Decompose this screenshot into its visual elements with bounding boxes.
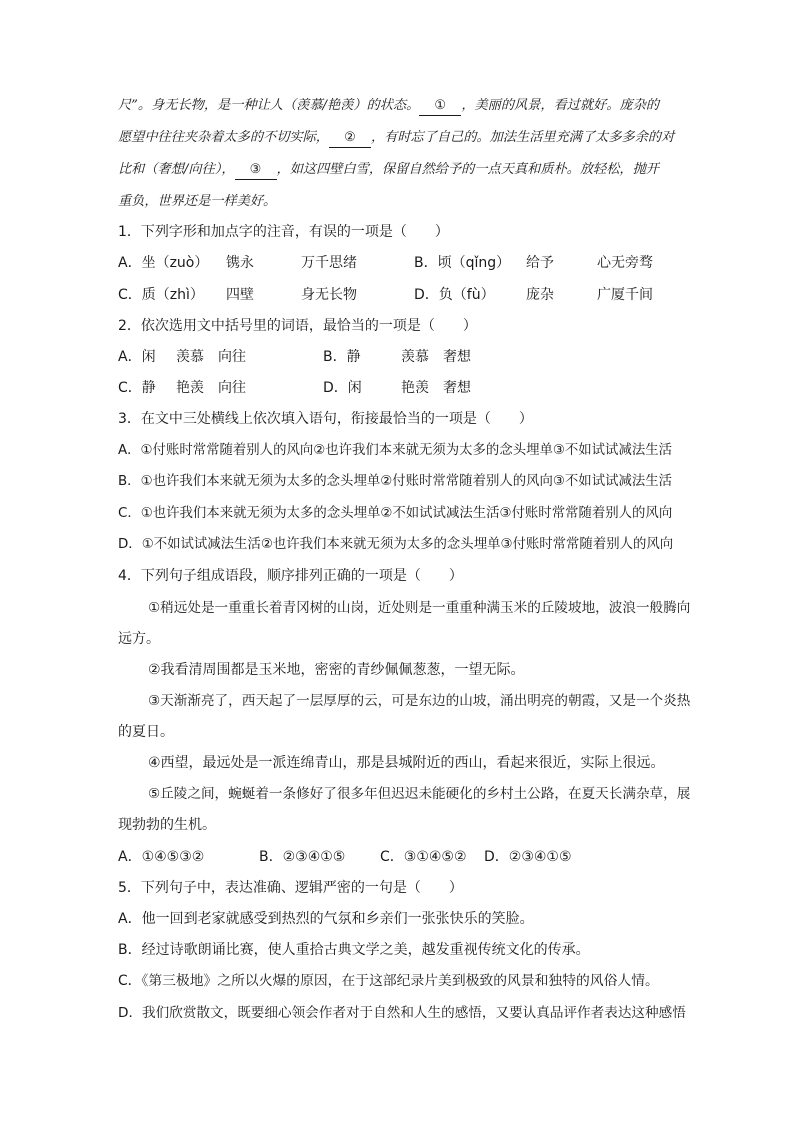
blank-3: ③ — [235, 161, 277, 180]
q1-option-a-word1: 镌永 — [226, 255, 254, 271]
q2-option-c-label: C．静 — [118, 380, 156, 396]
q2-stem: 2．依次选用文中括号里的词语，最恰当的一项是（ ） — [118, 318, 477, 334]
q2-option-b-label: B．静 — [323, 349, 361, 365]
q1-option-a-label: A．坐（zuò） — [118, 255, 209, 271]
q1-option-a-word2: 万千思绪 — [301, 255, 357, 271]
q1-option-b-word1: 给予 — [526, 255, 554, 271]
q5-option-d: D．我们欣赏散文，既要细心领会作者对于自然和人生的感悟，又要认真品评作者表达这种感悟 — [118, 1005, 686, 1021]
q3-option-a: A．①付账时常常随着别人的风向②也许我们本来就无须为太多的念头埋单③不如试试减法生活 — [118, 443, 673, 458]
intro-text: 愿望中往往夹杂着太多的不切实际， — [118, 130, 329, 145]
q2-option-c-word2: 向往 — [218, 380, 246, 396]
q5-option-a: A．他一回到老家就感受到热烈的气氛和乡亲们一张张快乐的笑脸。 — [118, 911, 534, 927]
intro-text: ，有时忘了自己的。加法生活里充满了太多多余的对 — [371, 130, 675, 145]
q4-option-c: C．③①④⑤② — [380, 849, 467, 865]
q2-option-c-word1: 艳羡 — [176, 380, 204, 396]
q4-sentence-5: ⑤丘陵之间，蜿蜒着一条修好了很多年但迟迟未能硬化的乡村土公路，在夏天长满杂草，展 — [148, 786, 691, 802]
q3-option-d: D．①不如试试减法生活②也许我们本来就无须为太多的念头埋单③付账时常常随着别人的风向 — [118, 537, 674, 552]
q5-option-c: C．《第三极地》之所以火爆的原因，在于这部纪录片美到极致的风景和独特的风俗人情。 — [118, 973, 659, 989]
q4-option-d: D．②③④①⑤ — [484, 849, 572, 865]
intro-text: ，美丽的风景，看过就好。庞杂的 — [461, 98, 660, 113]
q1-option-c-word2: 身无长物 — [301, 287, 357, 303]
q1-option-d-label: D．负（fù） — [414, 287, 495, 303]
intro-line-2 — [118, 122, 718, 154]
q2-option-b-word1: 羡慕 — [401, 349, 429, 365]
intro-text: 尺”。身无长物，是一种让人（羡慕/艳羡）的状态。 — [118, 98, 420, 113]
q2-option-d-word1: 艳羡 — [401, 380, 429, 396]
q4-sentence-1: ①稍远处是一重重长着青冈树的山岗，近处则是一重重种满玉米的丘陵坡地，波浪一般腾向 — [148, 600, 691, 616]
q4-sentence-2: ②我看清周围都是玉米地，密密的青纱佩佩葱葱，一望无际。 — [148, 662, 525, 678]
q2-option-d-word2: 奢想 — [443, 380, 471, 396]
q1-option-c-word1: 四壁 — [226, 287, 254, 303]
q1-option-d-word2: 广厦千间 — [597, 287, 653, 303]
q4-sentence-5-cont: 现勃勃的生机。 — [118, 817, 216, 833]
q4-option-b: B．②③④①⑤ — [259, 849, 346, 865]
q2-option-a-word1: 羡慕 — [176, 349, 204, 365]
q2-option-d-label: D．闲 — [323, 380, 362, 396]
q1-option-b-word2: 心无旁骛 — [597, 255, 653, 271]
q1-option-d-word1: 庞杂 — [526, 287, 554, 303]
blank-1: ① — [419, 97, 461, 116]
q4-stem: 4．下列句子组成语段，顺序排列正确的一项是（ ） — [118, 568, 463, 584]
q4-sentence-3: ③天渐渐亮了，西天起了一层厚厚的云，可是东边的山坡，涌出明亮的朝霞，又是一个炎热 — [148, 693, 691, 709]
intro-line-3 — [118, 154, 718, 186]
blank-2: ② — [329, 129, 371, 148]
q2-option-a-word2: 向往 — [218, 349, 246, 365]
q4-sentence-1-cont: 远方。 — [118, 631, 160, 647]
q1-option-c-label: C．质（zhì） — [118, 287, 204, 303]
q4-sentence-3-cont: 的夏日。 — [118, 724, 174, 740]
q3-stem: 3．在文中三处横线上依次填入语句，衔接最恰当的一项是（ ） — [118, 411, 533, 427]
q2-option-a-label: A．闲 — [118, 349, 156, 365]
intro-line-4: 重负，世界还是一样美好。 — [118, 194, 277, 209]
q4-option-a: A．①④⑤③② — [118, 849, 205, 865]
q5-option-b: B．经过诗歌朗诵比赛，使人重拾古典文学之美，越发重视传统文化的传承。 — [118, 942, 590, 958]
intro-text: 比和（奢想/向往）， — [118, 162, 235, 177]
q4-sentence-4: ④西望，最远处是一派连绵青山，那是县城附近的西山，看起来很近，实际上很远。 — [148, 755, 665, 771]
q1-stem: 1．下列字形和加点字的注音，有误的一项是（ ） — [118, 224, 449, 240]
q2-option-b-word2: 奢想 — [443, 349, 471, 365]
intro-passage — [118, 90, 718, 218]
q5-stem: 5．下列句子中，表达准确、逻辑严密的一句是（ ） — [118, 880, 463, 896]
q3-option-c: C．①也许我们本来就无须为太多的念头埋单②不如试试减法生活③付账时常常随着别人的风向 — [118, 506, 673, 521]
intro-text: ，如这四壁白雪，保留自然给予的一点天真和质朴。放轻松，抛开 — [276, 162, 659, 177]
intro-line-1 — [118, 90, 718, 122]
q3-option-b: B．①也许我们本来就无须为太多的念头埋单②付账时常常随着别人的风向③不如试试减法生活 — [118, 474, 673, 489]
q1-option-b-label: B．顷（qǐng） — [414, 255, 511, 271]
